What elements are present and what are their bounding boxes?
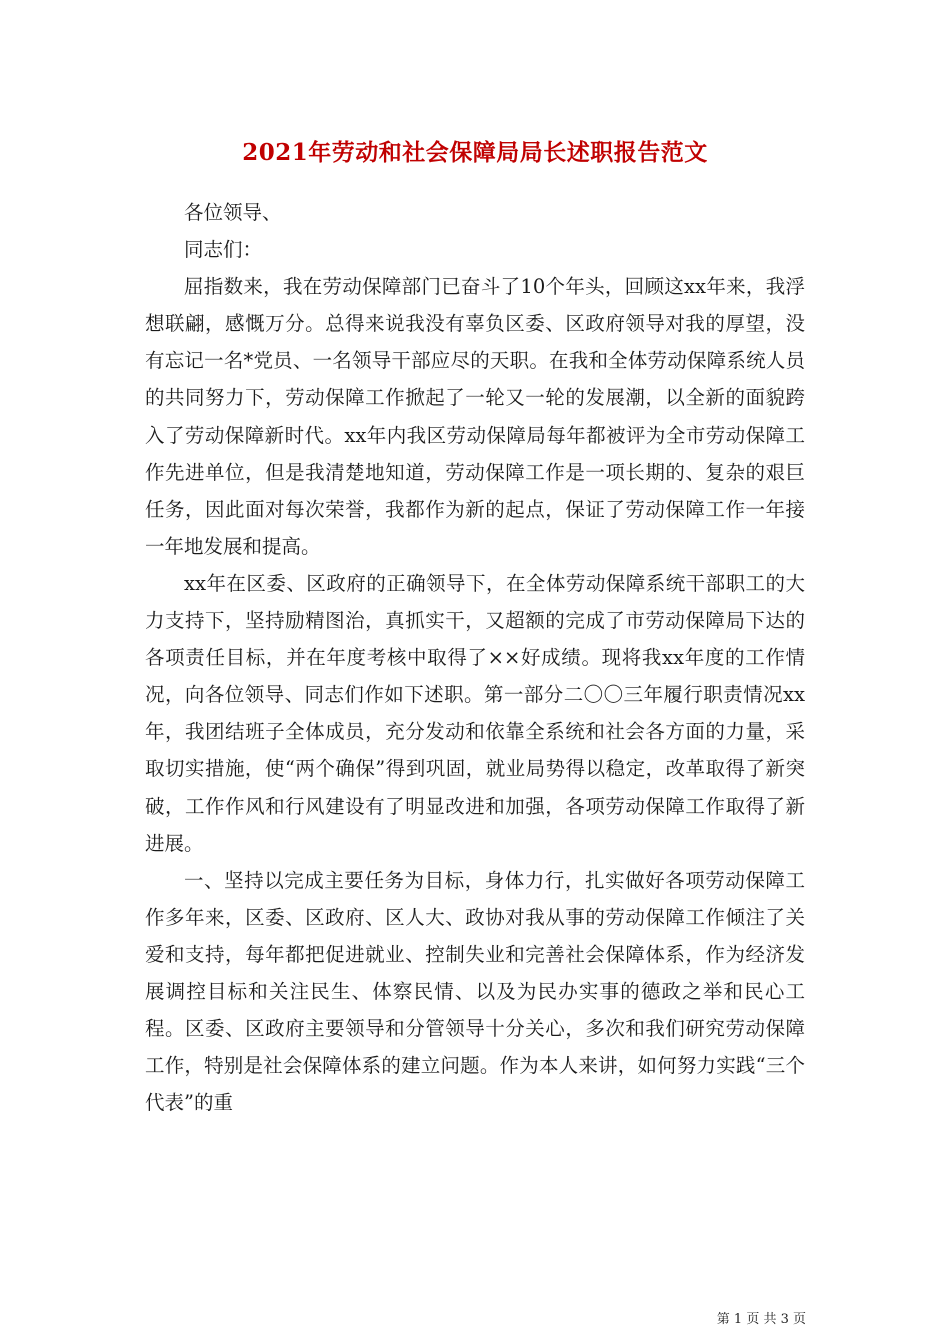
page-number: 第 1 页 共 3 页	[716, 1312, 806, 1327]
salutation-line: 同志们：	[184, 238, 263, 262]
body-paragraph: xx年在区委、区政府的正确领导下，在全体劳动保障系统干部职工的大力支持下，坚持励精图治，真抓实干，又超额的完成了市劳动保障局下达的各项责任目标，并在年度考核中取得了××好成绩。现将我xx年度的工作情况，向各位领导、同志们作如下述职。第一部分二〇〇三年履行职责情况xx年，我团结班子全体成员，充分发动和依靠全系统和社会各方面的力量，采取切实措施，使“两个确保”得到巩固，就业局势得以稳定，改革取得了新突破，工作作风和行风建设有了明显改进和加强，各项劳动保障工作取得了新进展。	[145, 571, 805, 855]
body-paragraph: 一、坚持以完成主要任务为目标，身体力行，扎实做好各项劳动保障工作多年来，区委、区政府、区人大、政协对我从事的劳动保障工作倾注了关爱和支持，每年都把促进就业、控制失业和完善社会保障体系，作为经济发展调控目标和关注民生、体察民情、以及为民办实事的德政之举和民心工程。区委、区政府主要领导和分管领导十分关心，多次和我们研究劳动保障工作，特别是社会保障体系的建立问题。作为本人来讲，如何努力实践“三个代表”的重	[145, 868, 805, 1115]
body-paragraph: 屈指数来，我在劳动保障部门已奋斗了10个年头，回顾这xx年来，我浮想联翩，感慨万分。总得来说我没有辜负区委、区政府领导对我的厚望，没有忘记一名*党员、一名领导干部应尽的天职。在我和全体劳动保障系统人员的共同努力下，劳动保障工作掀起了一轮又一轮的发展潮，以全新的面貌跨入了劳动保障新时代。xx年内我区劳动保障局每年都被评为全市劳动保障工作先进单位，但是我清楚地知道，劳动保障工作是一项长期的、复杂的艰巨任务，因此面对每次荣誉，我都作为新的起点，保证了劳动保障工作一年接一年地发展和提高。	[145, 275, 805, 558]
document-title: 2021年劳动和社会保障局局长述职报告范文	[242, 139, 708, 166]
salutation-line: 各位领导、	[184, 201, 282, 224]
document-body	[145, 194, 805, 1121]
